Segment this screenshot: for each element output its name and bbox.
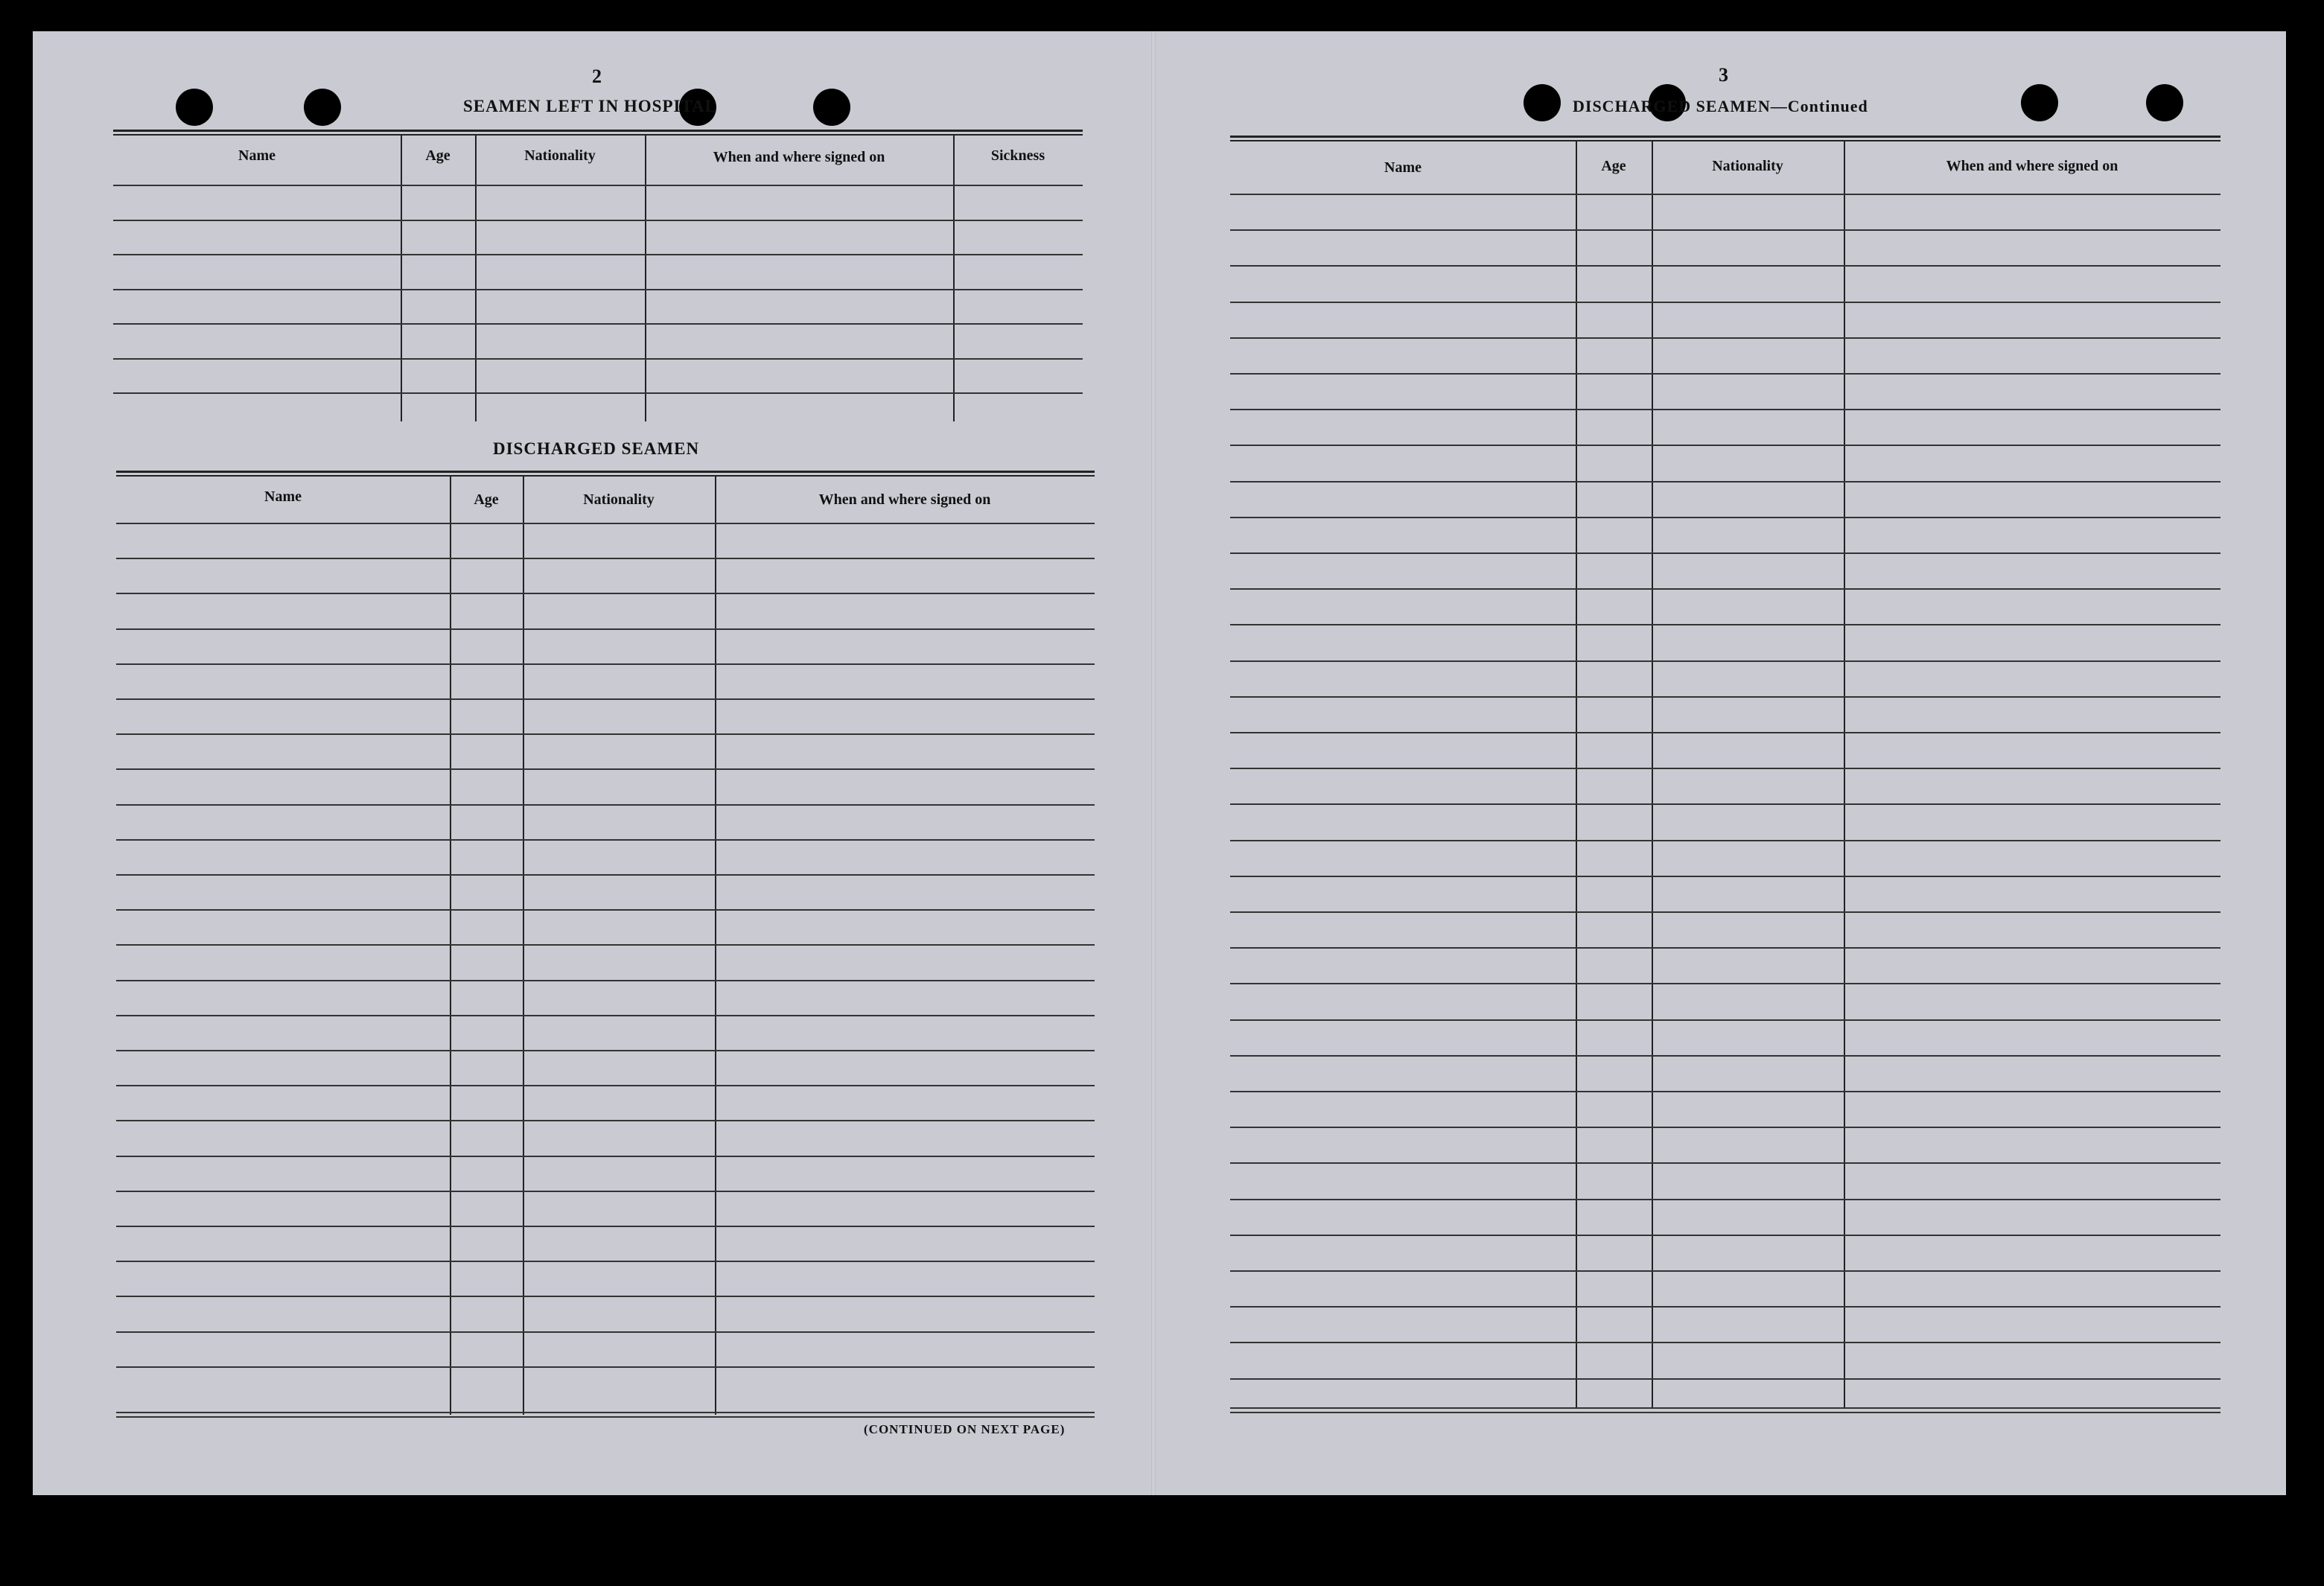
ruled-line (113, 254, 1083, 255)
column-header-signed-on: When and where signed on (713, 149, 885, 165)
ruled-line (113, 358, 1083, 360)
ruled-line (116, 874, 1095, 876)
punch-hole (176, 89, 213, 126)
ruled-line (1230, 1091, 2220, 1092)
column-header-age: Age (474, 491, 499, 508)
ruled-line (116, 909, 1095, 911)
ruled-line (116, 1261, 1095, 1262)
column-header-age: Age (425, 147, 451, 164)
ruled-line (1230, 983, 2220, 984)
ruled-line (1230, 1127, 2220, 1128)
bottom-rule (1230, 1407, 2220, 1409)
column-header-signed-on: When and where signed on (818, 491, 991, 508)
ruled-line (1230, 876, 2220, 877)
ruled-line (1230, 1306, 2220, 1308)
ruled-line (1230, 445, 2220, 446)
ruled-line (1230, 840, 2220, 841)
ruled-line (116, 698, 1095, 700)
ruled-line (113, 289, 1083, 290)
ruled-line (116, 1226, 1095, 1227)
column-header-nationality: Nationality (524, 147, 596, 164)
hospital-section-title: SEAMEN LEFT IN HOSPITAL (463, 97, 718, 115)
ruled-line (116, 944, 1095, 946)
ruled-line (116, 558, 1095, 559)
bottom-rule (116, 1416, 1095, 1418)
ruled-line (116, 523, 1095, 524)
ruled-line (116, 733, 1095, 735)
ruled-line (1230, 1199, 2220, 1200)
continued-note: (CONTINUED ON NEXT PAGE) (864, 1422, 1066, 1436)
ruled-line (1230, 1055, 2220, 1057)
discharged-continued-table (1230, 136, 2220, 1413)
ruled-line (116, 1331, 1095, 1333)
ruled-line (116, 1296, 1095, 1297)
ruled-line (1230, 1270, 2220, 1272)
page-number-right: 3 (1719, 64, 1728, 86)
ruled-line (1230, 265, 2220, 267)
page-fold (1151, 31, 1156, 1495)
bottom-rule (1230, 1412, 2220, 1413)
ruled-line (1230, 481, 2220, 483)
column-header-age: Age (1601, 158, 1626, 174)
punch-hole (304, 89, 341, 126)
column-header-sickness: Sickness (990, 147, 1045, 164)
ruled-line (1230, 588, 2220, 590)
ruled-line (1230, 1342, 2220, 1343)
ruled-line (1230, 732, 2220, 733)
ruled-line (116, 1156, 1095, 1157)
ruled-line (1230, 947, 2220, 949)
column-header-nationality: Nationality (1712, 158, 1783, 174)
ruled-line (1230, 552, 2220, 554)
ruled-line (116, 804, 1095, 806)
ruled-line (116, 593, 1095, 594)
ruled-line (1230, 696, 2220, 698)
ruled-line (116, 1191, 1095, 1192)
ruled-line (116, 1120, 1095, 1121)
ruled-line (1230, 624, 2220, 625)
ruled-line (113, 220, 1083, 221)
ruled-line (1230, 1162, 2220, 1164)
ruled-line (1230, 803, 2220, 805)
discharged-table (116, 471, 1095, 1418)
punch-hole (2146, 84, 2183, 121)
ruled-line (113, 392, 1083, 394)
column-header-name: Name (264, 488, 302, 505)
ruled-line (116, 1015, 1095, 1016)
ruled-line (1230, 911, 2220, 913)
ruled-line (116, 1366, 1095, 1368)
ruled-line (1230, 337, 2220, 339)
ruled-line (1230, 302, 2220, 303)
ruled-line (1230, 517, 2220, 518)
hospital-table (113, 130, 1083, 421)
ruled-line (1230, 1378, 2220, 1380)
column-header-name: Name (238, 147, 276, 164)
ruled-line (1230, 229, 2220, 231)
ruled-line (116, 980, 1095, 981)
ruled-line (116, 1085, 1095, 1086)
bottom-rule (116, 1412, 1095, 1413)
ruled-line (116, 628, 1095, 630)
punch-hole (2021, 84, 2058, 121)
column-header-nationality: Nationality (583, 491, 655, 508)
ruled-line (1230, 194, 2220, 195)
ruled-line (1230, 373, 2220, 375)
ruled-line (1230, 768, 2220, 769)
punch-hole (813, 89, 850, 126)
column-header-signed-on: When and where signed on (1946, 158, 2118, 174)
ruled-line (1230, 1019, 2220, 1021)
column-header-name: Name (1384, 159, 1422, 176)
page-number-left: 2 (592, 66, 602, 87)
ruled-line (116, 1050, 1095, 1051)
ruled-line (116, 839, 1095, 841)
discharged-continued-title: DISCHARGED SEAMEN—Continued (1573, 97, 1868, 115)
ruled-line (113, 323, 1083, 325)
ruled-line (113, 185, 1083, 186)
discharged-section-title: DISCHARGED SEAMEN (493, 439, 700, 458)
ruled-line (1230, 660, 2220, 662)
ruled-line (1230, 1235, 2220, 1236)
ruled-line (116, 768, 1095, 770)
ruled-line (116, 663, 1095, 665)
ruled-line (1230, 409, 2220, 410)
punch-hole (1524, 84, 1561, 121)
